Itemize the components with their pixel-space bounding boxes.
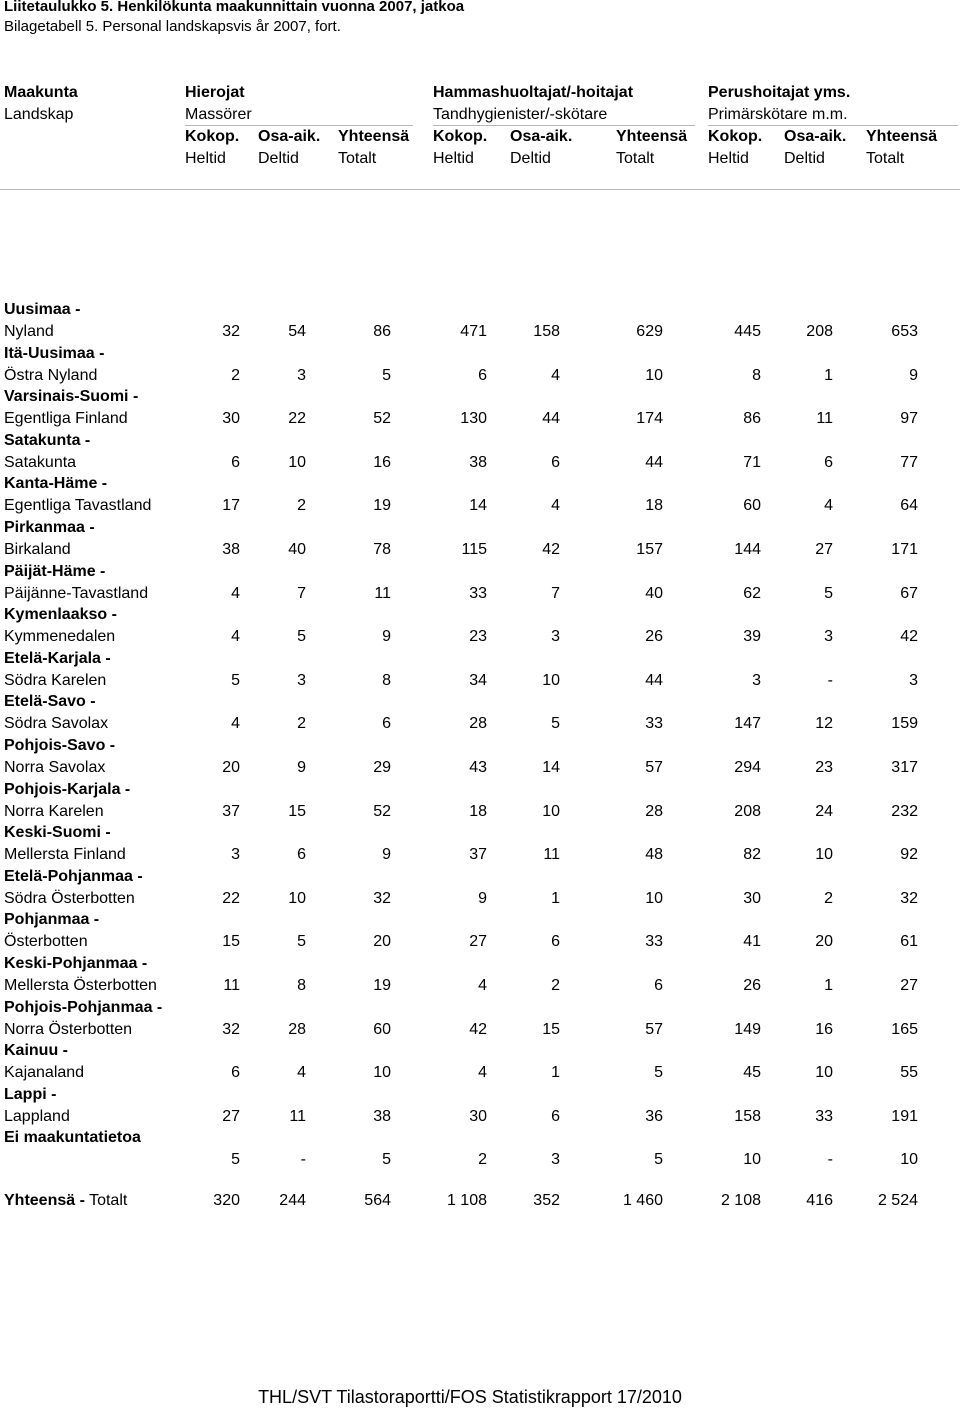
table-cell: 11 [289, 1107, 306, 1125]
table-cell: 3 [909, 671, 918, 689]
table-cell: 6 [231, 1064, 240, 1082]
table-cell: 3 [752, 671, 761, 689]
region-name-sv: Södra Karelen [4, 671, 107, 689]
region-name-fi: Keski-Pohjanmaa - [4, 955, 148, 972]
table-cell: 471 [460, 323, 487, 340]
total-row-label [4, 1192, 127, 1210]
region-name-sv: Birkaland [4, 541, 71, 558]
region-name-sv: Östra Nyland [4, 366, 98, 384]
subheader-parttime-sv: Deltid [784, 150, 825, 167]
header-group-2-fi: Hammashuoltajat/-hoitajat [433, 84, 634, 101]
table-cell: 26 [645, 628, 663, 646]
table-cell: 10 [900, 1151, 918, 1169]
table-cell: 18 [469, 802, 487, 820]
table-cell: 10 [288, 453, 306, 471]
header-region-sv: Landskap [4, 106, 74, 123]
table-cell: 208 [734, 802, 761, 820]
table-cell: 149 [734, 1020, 761, 1038]
subheader-total-fi: Yhteensä [616, 128, 688, 145]
table-cell: 30 [469, 1107, 487, 1125]
table-cell: 6 [824, 453, 833, 471]
table-cell: 77 [900, 453, 918, 471]
table-cell: 3 [824, 628, 833, 646]
table-cell: 1 [824, 366, 833, 384]
region-name-fi: Etelä-Karjala - [4, 649, 111, 667]
table-cell: 40 [288, 541, 306, 558]
table-cell: 6 [551, 453, 560, 471]
table-cell: 11 [816, 410, 833, 428]
table-cell: 629 [636, 323, 663, 340]
table-cell: 12 [815, 715, 833, 733]
page-footer: THL/SVT Tilastoraportti/FOS Statistikrapport 17/2010 [258, 1387, 682, 1407]
header-rule-group-2 [433, 125, 695, 126]
region-name-sv: Egentliga Tavastland [4, 497, 152, 515]
table-cell: 2 [824, 889, 833, 907]
table-cell: 48 [645, 846, 663, 864]
total-cell: 1 460 [622, 1192, 663, 1209]
table-cell: 3 [297, 366, 306, 384]
table-cell: 144 [734, 541, 761, 558]
region-name-sv: Satakunta [4, 453, 77, 471]
region-name-fi: Itä-Uusimaa - [4, 344, 105, 362]
table-cell: 30 [222, 410, 240, 428]
table-cell: 6 [551, 933, 560, 951]
table-cell: 1 [824, 977, 833, 994]
table-cell: 9 [478, 889, 487, 907]
table-cell: 36 [645, 1107, 663, 1125]
subheader-fulltime-sv: Heltid [708, 150, 749, 167]
table-cell: 15 [288, 802, 306, 820]
table-cell: 86 [373, 323, 391, 340]
subheader-parttime-fi: Osa-aik. [258, 128, 321, 145]
table-cell: 16 [373, 453, 391, 471]
table-cell: 41 [743, 933, 761, 951]
header-group-3-sv: Primärskötare m.m. [708, 106, 848, 123]
table-cell: 9 [382, 846, 391, 864]
table-cell: 54 [288, 323, 306, 340]
table-cell: 653 [891, 323, 918, 340]
subheader-parttime-sv: Deltid [258, 150, 299, 167]
table-cell: 33 [469, 584, 487, 602]
table-cell: 38 [469, 453, 487, 471]
table-cell: 60 [743, 497, 761, 515]
subheader-fulltime-fi: Kokop. [433, 128, 488, 145]
table-cell: 4 [231, 628, 240, 646]
table-cell: 86 [743, 410, 761, 428]
table-cell: 5 [551, 715, 560, 733]
table-cell: 171 [891, 541, 918, 558]
table-cell: 3 [551, 628, 560, 646]
table-cell: 3 [551, 1151, 560, 1169]
table-cell: 64 [900, 497, 918, 515]
table-cell: 2 [478, 1151, 487, 1169]
table-cell: 10 [645, 366, 663, 384]
subheader-total-sv: Totalt [616, 150, 655, 167]
table-cell: 10 [815, 846, 833, 864]
table-cell: - [827, 1151, 833, 1169]
table-cell: 67 [900, 584, 918, 602]
header-bottom-rule [0, 189, 960, 190]
total-cell: 2 524 [877, 1192, 918, 1209]
table-cell: 5 [654, 1064, 663, 1082]
table-cell: 5 [382, 366, 391, 384]
region-name-sv: Österbotten [4, 933, 88, 951]
table-cell: 1 [551, 889, 560, 907]
region-name-sv: Mellersta Österbotten [4, 977, 157, 994]
region-name-sv: Päijänne-Tavastland [4, 584, 149, 602]
region-name-fi: Keski-Suomi - [4, 824, 111, 842]
page-title: Liitetaulukko 5. Henkilökunta maakunnittain vuonna 2007, jatkoa [4, 0, 465, 15]
table-cell: 5 [231, 1151, 240, 1169]
region-name-sv: Mellersta Finland [4, 846, 126, 864]
table-cell: 3 [231, 846, 240, 864]
region-name-fi: Etelä-Pohjanmaa - [4, 867, 143, 885]
table-cell: 445 [734, 323, 761, 340]
table-cell: 130 [460, 410, 487, 428]
table-cell: 57 [645, 1020, 663, 1038]
table-cell: 5 [231, 671, 240, 689]
table-cell: 62 [743, 584, 761, 602]
table-cell: 10 [542, 802, 560, 820]
table-cell: 16 [815, 1020, 833, 1038]
table-cell: 4 [297, 1064, 306, 1082]
page-subtitle: Bilagetabell 5. Personal landskapsvis år 2007, fort. [4, 18, 341, 35]
table-cell: 42 [900, 628, 918, 646]
table-cell: 28 [645, 802, 663, 820]
table-cell: 82 [743, 846, 761, 864]
table-cell: 4 [231, 715, 240, 733]
table-cell: 158 [734, 1107, 761, 1125]
table-cell: 60 [373, 1020, 391, 1038]
table-cell: 38 [222, 541, 240, 558]
table-cell: 3 [297, 671, 306, 689]
region-name-sv: Södra Savolax [4, 715, 109, 733]
table-cell: 4 [478, 1064, 487, 1082]
table-cell: 27 [900, 977, 918, 994]
table-cell: 20 [815, 933, 833, 951]
table-cell: 4 [551, 366, 560, 384]
region-name-fi: Lappi - [4, 1085, 57, 1103]
subheader-fulltime-sv: Heltid [433, 150, 474, 167]
table-cell: 159 [891, 715, 918, 733]
region-name-sv: Nyland [4, 323, 54, 340]
table-cell: 97 [900, 410, 918, 428]
region-name-fi: Ei maakuntatietoa [4, 1129, 141, 1147]
table-cell: 115 [461, 541, 487, 558]
table-cell: 23 [815, 759, 833, 776]
table-cell: 6 [231, 453, 240, 471]
table-cell: 57 [645, 759, 663, 776]
table-cell: 14 [469, 497, 487, 515]
table-cell: 6 [654, 977, 663, 994]
region-name-fi: Kymenlaakso - [4, 606, 117, 624]
table-cell: 22 [222, 889, 240, 907]
table-cell: 37 [222, 802, 240, 820]
subheader-total-fi: Yhteensä [338, 128, 410, 145]
table-cell: 42 [469, 1020, 487, 1038]
total-cell: 320 [213, 1192, 240, 1209]
total-cell: 352 [533, 1192, 560, 1209]
table-cell: 2 [231, 366, 240, 384]
table-cell: 317 [891, 759, 918, 776]
subheader-fulltime-sv: Heltid [185, 150, 226, 167]
table-cell: 6 [382, 715, 391, 733]
region-name-fi: Uusimaa - [4, 301, 81, 318]
region-name-sv: Norra Österbotten [4, 1020, 133, 1038]
table-cell: 28 [469, 715, 487, 733]
table-cell: 43 [469, 759, 487, 776]
table-cell: 11 [223, 977, 240, 994]
table-cell: 6 [551, 1107, 560, 1125]
table-cell: 5 [382, 1151, 391, 1169]
table-cell: 30 [743, 889, 761, 907]
header-group-2-sv: Tandhygienister/-skötare [433, 106, 608, 123]
region-name-fi: Etelä-Savo - [4, 693, 96, 711]
table-cell: 5 [297, 933, 306, 951]
table-cell: 2 [551, 977, 560, 994]
table-cell: 147 [734, 715, 761, 733]
table-cell: 33 [815, 1107, 833, 1125]
table-cell: 22 [288, 410, 306, 428]
header-rule-group-1 [185, 125, 413, 126]
total-cell: 1 108 [446, 1192, 487, 1209]
subheader-parttime-fi: Osa-aik. [784, 128, 847, 145]
table-cell: 4 [551, 497, 560, 515]
table-cell: 19 [373, 497, 391, 515]
subheader-fulltime-fi: Kokop. [708, 128, 763, 145]
table-cell: 32 [373, 889, 391, 907]
total-cell: 564 [364, 1192, 391, 1209]
table-cell: 33 [645, 715, 663, 733]
table-cell: 6 [478, 366, 487, 384]
table-cell: 6 [297, 846, 306, 864]
table-cell: 2 [297, 715, 306, 733]
table-cell: 7 [297, 584, 306, 602]
region-name-fi: Pohjanmaa - [4, 911, 100, 929]
table-cell: 10 [373, 1064, 391, 1082]
table-cell: 10 [743, 1151, 761, 1169]
header-group-1-fi: Hierojat [185, 84, 245, 101]
table-cell: 23 [469, 628, 487, 646]
table-cell: 71 [743, 453, 761, 471]
table-cell: 18 [645, 497, 663, 515]
subheader-parttime-sv: Deltid [510, 150, 551, 167]
table-cell: 32 [222, 1020, 240, 1038]
region-name-sv: Södra Österbotten [4, 889, 135, 907]
table-cell: 158 [533, 323, 560, 340]
table-cell: 19 [373, 977, 391, 994]
table-cell: 10 [288, 889, 306, 907]
table-cell: 44 [645, 671, 663, 689]
table-cell: 11 [543, 846, 560, 864]
table-cell: 28 [288, 1020, 306, 1038]
header-region-fi: Maakunta [4, 84, 78, 101]
table-cell: 5 [297, 628, 306, 646]
table-cell: 52 [373, 802, 391, 820]
table-cell: 33 [645, 933, 663, 951]
region-name-fi: Satakunta - [4, 431, 91, 449]
table-cell: 1 [551, 1064, 560, 1082]
table-cell: 2 [297, 497, 306, 515]
table-cell: 32 [900, 889, 918, 907]
subheader-total-fi: Yhteensä [866, 128, 938, 145]
subheader-total-sv: Totalt [338, 150, 377, 167]
table-cell: 17 [222, 497, 240, 515]
table-cell: 5 [824, 584, 833, 602]
total-cell: 2 108 [720, 1192, 761, 1209]
table-cell: 10 [815, 1064, 833, 1082]
table-cell: 29 [373, 759, 391, 776]
table-cell: 44 [645, 453, 663, 471]
region-name-fi: Pohjois-Karjala - [4, 780, 131, 798]
table-cell: 4 [824, 497, 833, 515]
table-cell: 27 [222, 1107, 240, 1125]
table-cell: 78 [373, 541, 391, 558]
table-cell: 7 [551, 584, 560, 602]
subheader-total-sv: Totalt [866, 150, 905, 167]
table-cell: 8 [752, 366, 761, 384]
subheader-parttime-fi: Osa-aik. [510, 128, 573, 145]
table-cell: 38 [373, 1107, 391, 1125]
table-cell: 45 [743, 1064, 761, 1082]
table-cell: - [300, 1151, 306, 1169]
region-name-sv: Norra Karelen [4, 802, 104, 820]
table-cell: 174 [636, 410, 663, 428]
table-cell: 24 [815, 802, 833, 820]
table-cell: 10 [542, 671, 560, 689]
table-cell: 8 [297, 977, 306, 994]
region-name-fi: Varsinais-Suomi - [4, 388, 139, 406]
table-cell: 61 [900, 933, 918, 951]
table-cell: 42 [542, 541, 560, 558]
table-cell: 15 [222, 933, 240, 951]
table-cell: 92 [900, 846, 918, 864]
region-name-fi: Kainuu - [4, 1042, 68, 1060]
table-cell: 9 [909, 366, 918, 384]
table-cell: 9 [382, 628, 391, 646]
region-name-sv: Lappland [4, 1107, 70, 1125]
table-cell: 232 [891, 802, 918, 820]
region-name-sv: Kajanaland [4, 1064, 85, 1082]
table-cell: 208 [806, 323, 833, 340]
table-cell: 39 [743, 628, 761, 646]
table-cell: 4 [231, 584, 240, 602]
table-cell: 14 [542, 759, 560, 776]
region-name-fi: Pohjois-Savo - [4, 737, 116, 754]
table-cell: 55 [900, 1064, 918, 1082]
header-rule-group-3 [708, 125, 958, 126]
table-cell: 27 [469, 933, 487, 951]
table-cell: 52 [373, 410, 391, 428]
table-cell: 191 [891, 1107, 918, 1125]
region-name-fi: Päijät-Häme - [4, 562, 106, 580]
table-cell: 26 [743, 977, 761, 994]
table-cell: 11 [374, 584, 391, 602]
table-cell: 4 [478, 977, 487, 994]
region-name-sv: Kymmenedalen [4, 628, 116, 646]
table-cell: 32 [222, 323, 240, 340]
header-group-1-sv: Massörer [185, 106, 252, 123]
region-name-sv: Norra Savolax [4, 759, 106, 776]
region-name-fi: Pohjois-Pohjanmaa - [4, 998, 163, 1016]
region-name-fi: Kanta-Häme - [4, 475, 108, 493]
total-cell: 416 [806, 1192, 833, 1209]
table-cell: 27 [815, 541, 833, 558]
table-cell: 34 [469, 671, 487, 689]
table-cell: 294 [734, 759, 761, 776]
region-name-fi: Pirkanmaa - [4, 519, 95, 536]
table-cell: 5 [654, 1151, 663, 1169]
table-cell: 20 [222, 759, 240, 776]
table-cell: 157 [636, 541, 663, 558]
table-cell: 20 [373, 933, 391, 951]
subheader-fulltime-fi: Kokop. [185, 128, 240, 145]
total-cell: 244 [279, 1192, 306, 1209]
table-cell: 165 [891, 1020, 918, 1038]
table-cell: - [827, 671, 833, 689]
table-cell: 40 [645, 584, 663, 602]
total-label-fi: Yhteensä - [4, 1192, 85, 1209]
region-name-sv: Egentliga Finland [4, 410, 128, 428]
table-cell: 9 [297, 759, 306, 776]
table-cell: 8 [382, 671, 391, 689]
header-group-3-fi: Perushoitajat yms. [708, 84, 851, 101]
total-label-sv: Totalt [89, 1192, 128, 1209]
table-cell: 37 [469, 846, 487, 864]
table-cell: 15 [542, 1020, 560, 1038]
table-cell: 44 [542, 410, 560, 428]
table-cell: 10 [645, 889, 663, 907]
